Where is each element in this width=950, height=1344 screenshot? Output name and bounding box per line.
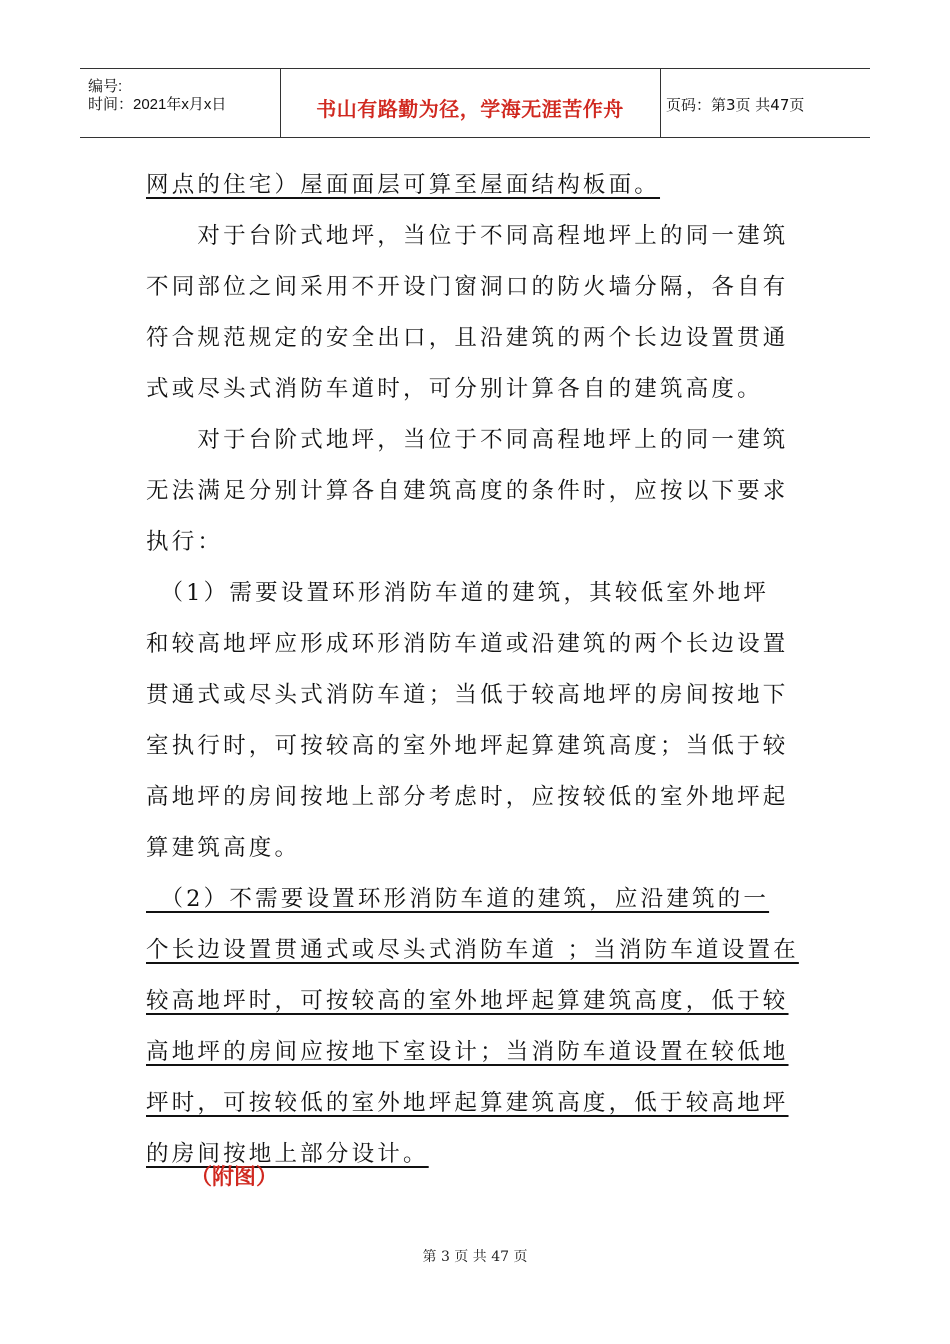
body-line: 室执行时，可按较高的室外地坪起算建筑高度；当低于较: [146, 733, 789, 759]
body-line: 高地坪的房间应按地下室设计；当消防车道设置在较低地: [146, 1039, 789, 1065]
body-line: 个长边设置贯通式或尽头式消防车道 ；当消防车道设置在: [146, 937, 799, 963]
header-motto: 书山有路勤为径，学海无涯苦作舟: [316, 97, 624, 121]
page-footer: 第 3 页 共 47 页: [422, 1249, 528, 1265]
header-page-code: 页码：第3页 共47页: [666, 96, 805, 114]
body-line: （1）需要设置环形消防车道的建筑，其较低室外地坪: [146, 580, 770, 606]
body-line: 式或尽头式消防车道时，可分别计算各自的建筑高度。: [146, 376, 763, 402]
header-motto-cell: [280, 69, 661, 137]
page-header: [80, 68, 870, 138]
body-line: 贯通式或尽头式消防车道；当低于较高地坪的房间按地下: [146, 682, 789, 708]
body-line: 符合规范规定的安全出口，且沿建筑的两个长边设置贯通: [146, 325, 789, 351]
figure-label: （附图）: [190, 1165, 279, 1190]
body-line: 对于台阶式地坪，当位于不同高程地坪上的同一建筑: [146, 223, 789, 249]
body-line: 较高地坪时，可按较高的室外地坪起算建筑高度，低于较: [146, 988, 789, 1014]
header-page-cell: [660, 69, 870, 137]
body-line: 坪时，可按较低的室外地坪起算建筑高度，低于较高地坪: [146, 1090, 789, 1116]
body-line: 无法满足分别计算各自建筑高度的条件时，应按以下要求: [146, 478, 789, 504]
serial-number-label: 编号:: [88, 78, 123, 95]
body-line: 不同部位之间采用不开设门窗洞口的防火墙分隔，各自有: [146, 274, 789, 300]
body-line: 高地坪的房间按地上部分考虑时，应按较低的室外地坪起: [146, 784, 789, 810]
body-line: （2）不需要设置环形消防车道的建筑，应沿建筑的一: [146, 886, 770, 912]
body-line: 执行：: [146, 529, 224, 555]
body-line: 网点的住宅）屋面面层可算至屋面结构板面。: [146, 172, 661, 198]
body-line: 的房间按地上部分设计。: [146, 1141, 429, 1167]
header-meta-cell: [80, 69, 281, 137]
body-line: 算建筑高度。: [146, 835, 301, 861]
body-line: 和较高地坪应形成环形消防车道或沿建筑的两个长边设置: [146, 631, 789, 657]
document-body: [146, 160, 810, 1180]
body-line: 对于台阶式地坪，当位于不同高程地坪上的同一建筑: [146, 427, 789, 453]
time-label: 时间：2021年x月x日: [88, 96, 227, 113]
